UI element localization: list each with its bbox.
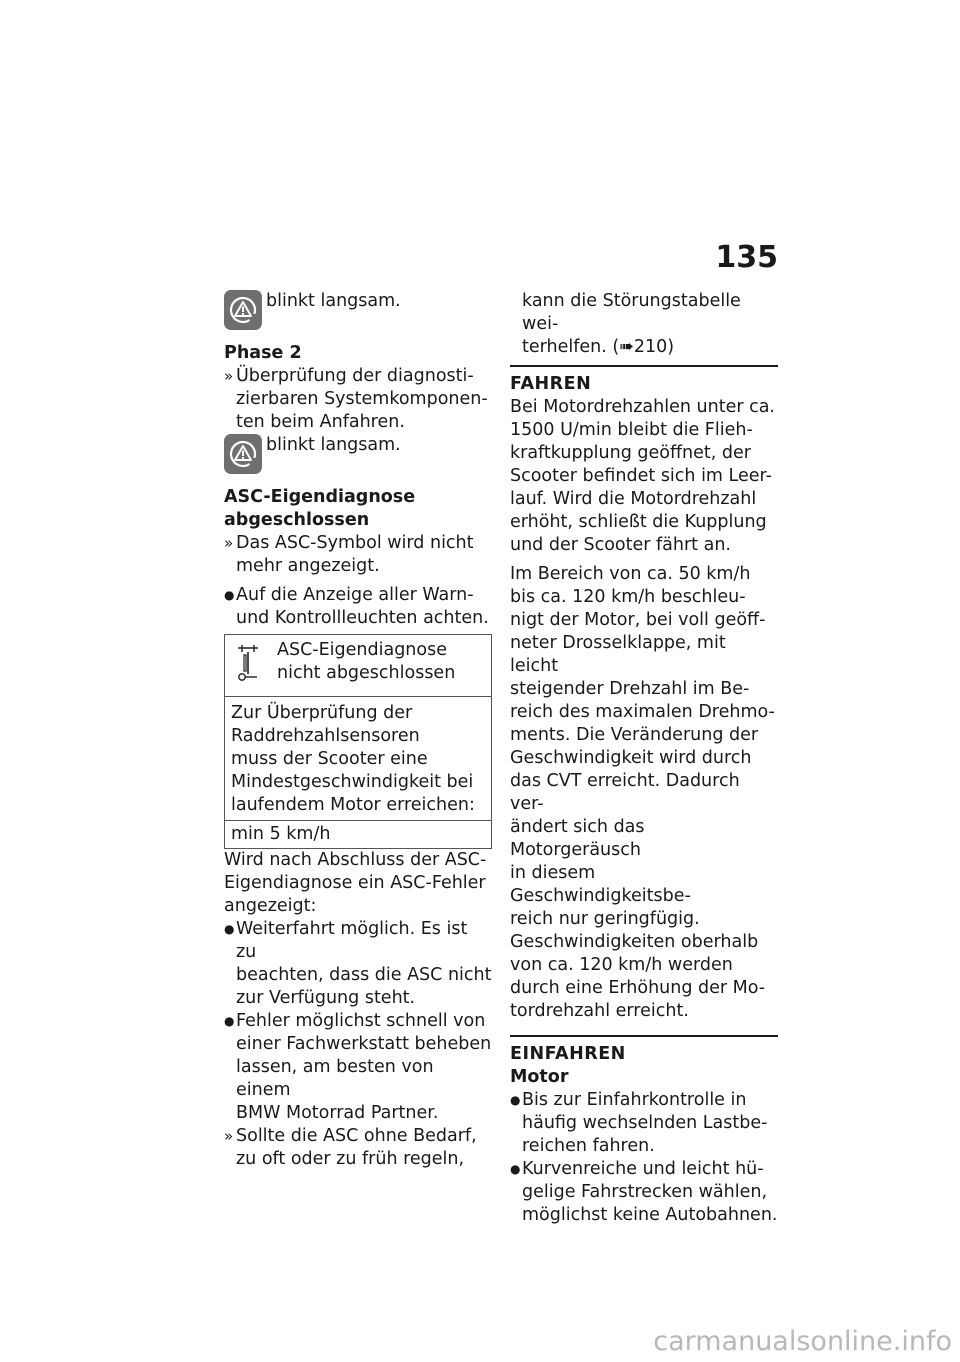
section-divider: [510, 1035, 778, 1037]
paragraph: Im Bereich von ca. 50 km/h bis ca. 120 km/h beschleu- nigt der Motor, bei voll geöff- neter Drosselklappe, mit leicht steigender Drehzahl im Be- reich des maximalen Drehmo- ments. Die Veränderung der Geschwindigkeit wird durch das CVT erreicht. Dadurch ver- ändert sich das Motorgeräusch in diesem Geschwindigkeitsbe- reich nur geringfügig. Geschwindigkeiten oberhalb von ca. 120 km/h werden durch eine Erhöhung der Mo- tordrehzahl erreicht.: [510, 564, 775, 1021]
section-title-einfahren: EINFAHREN: [510, 1044, 626, 1064]
phase-2-heading: Phase 2: [224, 343, 302, 363]
bullet-marker: ●: [224, 588, 235, 602]
list-item: ● Weiterfahrt möglich. Es ist zu beachten, dass die ASC nicht zur Verfügung steht.: [224, 919, 492, 1008]
list-item: » Das ASC-Symbol wird nicht mehr angezeigt.: [224, 533, 474, 576]
bullet-marker: ●: [510, 1093, 521, 1107]
step-marker: »: [224, 367, 234, 385]
asc-status-row-1: [224, 290, 492, 330]
list-item: ● Fehler möglichst schnell von einer Fachwerkstatt beheben lassen, am besten von einem BMW Motorrad Partner.: [224, 1011, 492, 1123]
note-title: ASC-Eigendiagnose nicht abgeschlossen: [277, 640, 456, 683]
list-item: » Überprüfung der diagnosti- zierbaren Systemkomponen- ten beim Anfahren.: [224, 366, 488, 432]
note-box: [224, 634, 492, 849]
watermark: carmanualsonline.info: [653, 1326, 952, 1357]
list-item: ● Kurvenreiche und leicht hü- gelige Fahrstrecken wählen, möglichst keine Autobahnen.: [510, 1159, 778, 1225]
step-marker: »: [224, 1127, 234, 1145]
page-number: 135: [715, 240, 778, 275]
arrow-right-icon: ➠: [619, 337, 634, 357]
continued-step: kann die Störungstabelle wei- terhelfen. (➠210): [522, 291, 741, 357]
list-item: ● Bis zur Einfahrkontrolle in häufig wechselnden Lastbe- reichen fahren.: [510, 1090, 768, 1156]
bullet-marker: ●: [224, 1014, 235, 1028]
motor-heading: Motor: [510, 1067, 569, 1087]
asc-diagnosis-done-heading: ASC-Eigendiagnose abgeschlossen: [224, 487, 416, 530]
paragraph: Wird nach Abschluss der ASC- Eigendiagnose ein ASC-Fehler angezeigt:: [224, 850, 487, 916]
page-reference[interactable]: 210: [633, 337, 668, 357]
left-column: [224, 290, 492, 1171]
asc-warning-icon: [224, 290, 262, 330]
list-item: » Sollte die ASC ohne Bedarf, zu oft oder zu früh regeln,: [224, 1126, 477, 1169]
paragraph: Bei Motordrehzahlen unter ca. 1500 U/min bleibt die Flieh- kraftkupplung geöffnet, der Scooter befindet sich im Leer- lauf. Wird die Motordrehzahl erhöht, schließt die Kupplung und der Scooter fährt an.: [510, 397, 775, 555]
section-divider: [510, 365, 778, 367]
wrench-note-icon: [233, 639, 269, 690]
bullet-marker: ●: [224, 922, 235, 936]
note-body: Zur Überprüfung der Raddrehzahlsensoren muss der Scooter eine Mindestgeschwindigkeit bei laufendem Motor erreichen:: [225, 697, 491, 821]
bullet-marker: ●: [510, 1162, 521, 1176]
step-marker: »: [224, 534, 234, 552]
status-text: blinkt langsam.: [266, 435, 401, 455]
status-text: blinkt langsam.: [266, 291, 401, 311]
section-title-fahren: FAHREN: [510, 374, 592, 394]
asc-status-row-2: [224, 434, 492, 474]
asc-warning-icon: [224, 434, 262, 474]
right-column: [510, 290, 778, 1227]
note-value: min 5 km/h: [231, 824, 331, 844]
list-item: ● Auf die Anzeige aller Warn- und Kontrollleuchten achten.: [224, 585, 489, 628]
note-header: [225, 635, 491, 697]
